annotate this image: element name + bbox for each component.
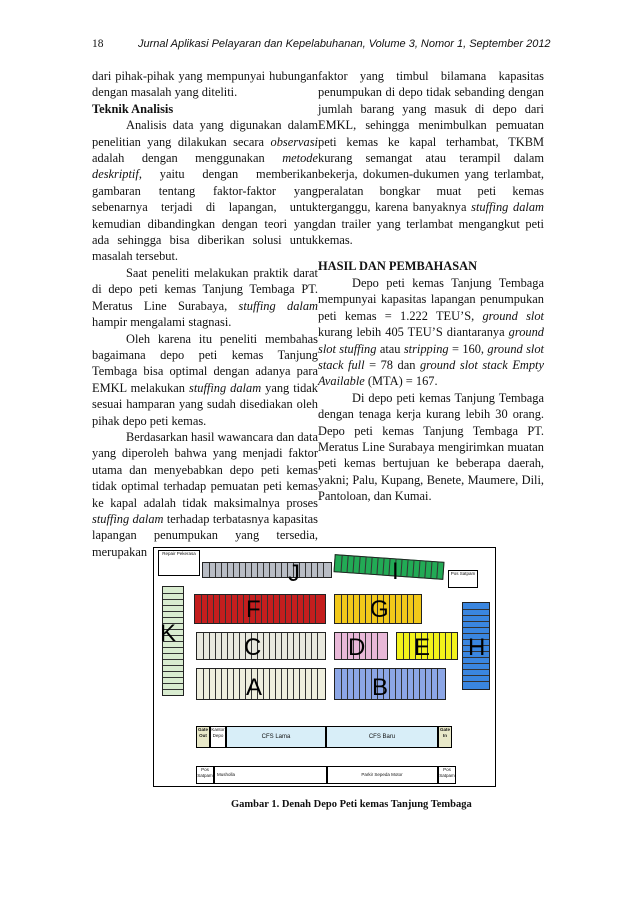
container-slot <box>219 595 220 623</box>
figure-caption: Gambar 1. Denah Depo Peti kemas Tanjung Tembaga <box>231 799 472 810</box>
container-slot <box>403 633 404 659</box>
repair-box: Repair Pekerasa <box>158 550 200 576</box>
container-slot <box>293 669 294 699</box>
container-slot <box>347 556 349 572</box>
container-slot <box>269 563 270 577</box>
label-b: B <box>372 674 389 701</box>
container-slot <box>163 683 183 684</box>
parkir-box: Parkir Sepeda Motor <box>326 766 438 784</box>
container-slot <box>451 633 452 659</box>
container-slot <box>261 595 262 623</box>
container-slot <box>317 563 318 577</box>
container-slot <box>231 595 232 623</box>
label-f: F <box>246 596 261 623</box>
section-heading: HASIL DAN PEMBAHASAN <box>318 259 478 274</box>
container-slot <box>269 669 270 699</box>
container-slot <box>412 561 414 577</box>
container-slot <box>201 595 202 623</box>
container-slot <box>297 595 298 623</box>
right-column <box>318 68 544 505</box>
label-a: A <box>246 674 263 701</box>
label-j: J <box>288 560 300 587</box>
container-slot <box>463 615 489 616</box>
container-slot <box>463 663 489 664</box>
zone-j <box>202 562 332 578</box>
container-slot <box>359 595 360 623</box>
container-slot <box>305 669 306 699</box>
container-slot <box>365 595 366 623</box>
container-slot <box>463 609 489 610</box>
container-slot <box>275 563 276 577</box>
container-slot <box>163 653 183 654</box>
container-slot <box>376 558 378 574</box>
container-slot <box>293 633 294 659</box>
container-slot <box>370 558 372 574</box>
container-slot <box>163 611 183 612</box>
container-slot <box>419 669 420 699</box>
container-slot <box>433 633 434 659</box>
container-slot <box>267 595 268 623</box>
container-slot <box>437 669 438 699</box>
running-header: Jurnal Aplikasi Pelayaran dan Kepelabuhanan, Volume 3, Nomor 1, September 2012 <box>138 38 551 50</box>
container-slot <box>317 633 318 659</box>
container-slot <box>263 633 264 659</box>
container-slot <box>413 595 414 623</box>
container-slot <box>309 595 310 623</box>
container-slot <box>430 562 432 578</box>
container-slot <box>285 595 286 623</box>
container-slot <box>273 595 274 623</box>
container-slot <box>406 560 408 576</box>
container-slot <box>365 669 366 699</box>
container-slot <box>303 595 304 623</box>
container-slot <box>418 561 420 577</box>
container-slot <box>347 595 348 623</box>
container-slot <box>279 595 280 623</box>
container-slot <box>275 669 276 699</box>
container-slot <box>215 563 216 577</box>
container-slot <box>237 595 238 623</box>
container-slot <box>359 557 361 573</box>
container-slot <box>263 669 264 699</box>
container-slot <box>407 595 408 623</box>
container-slot <box>163 599 183 600</box>
container-slot <box>287 633 288 659</box>
container-slot <box>227 669 228 699</box>
paragraph: Berdasarkan hasil wawancara dan data yang diperoleh bahwa yang menjadi faktor utama dan menyebabkan depo peti kemas tidak optimal terhadap pemuatan peti kemas ke kapal adalah tidak maksimalnya proses stuffing dalam terhadap terbatasnya kapasitas lapangan penumpukan yang tersedia, merupakan <box>92 429 318 559</box>
container-slot <box>281 669 282 699</box>
container-slot <box>257 563 258 577</box>
container-slot <box>371 633 372 659</box>
container-slot <box>315 595 316 623</box>
container-slot <box>431 669 432 699</box>
container-slot <box>239 669 240 699</box>
container-slot <box>287 669 288 699</box>
container-slot <box>305 633 306 659</box>
pos-satpam-bottom-box: Pos Satpam <box>196 766 214 784</box>
container-slot <box>233 633 234 659</box>
cfs-baru-box: CFS Baru <box>326 726 438 748</box>
container-slot <box>401 595 402 623</box>
container-slot <box>407 669 408 699</box>
gate-in-box: Gate In <box>438 726 452 748</box>
paragraph: Saat peneliti melakukan praktik darat di depo peti kemas Tanjung Tembaga PT. Meratus Line Surabaya, stuffing dalam hampir mengalami stagnasi. <box>92 265 318 330</box>
container-slot <box>424 562 426 578</box>
label-i: I <box>392 558 399 585</box>
paragraph: Depo peti kemas Tanjung Tembaga mempunyai kapasitas lapangan penumpukan peti kemas = 1.222 TEU’S, ground slot kurang lebih 405 TEU’S diantaranya ground slot stuffing atau stripping = 160, ground slot stack full = 78 dan ground slot stack Empty Available (MTA) = 167. <box>318 275 544 389</box>
container-slot <box>389 669 390 699</box>
container-slot <box>409 633 410 659</box>
container-slot <box>436 562 438 578</box>
pos-satpam-box: Pos Satpam <box>448 570 478 588</box>
container-slot <box>323 563 324 577</box>
container-slot <box>221 633 222 659</box>
container-slot <box>359 669 360 699</box>
container-slot <box>439 633 440 659</box>
page-number: 18 <box>92 38 104 50</box>
container-slot <box>353 595 354 623</box>
container-slot <box>401 669 402 699</box>
container-slot <box>203 669 204 699</box>
container-slot <box>163 647 183 648</box>
label-e: E <box>414 634 431 661</box>
container-slot <box>377 633 378 659</box>
container-slot <box>233 669 234 699</box>
container-slot <box>388 559 390 575</box>
container-slot <box>425 669 426 699</box>
container-slot <box>203 633 204 659</box>
zone-b <box>334 668 446 700</box>
container-slot <box>163 593 183 594</box>
paragraph: Oleh karena itu peneliti membahas bagaimana depo peti kemas Tanjung Tembaga bisa optimal dengan adanya para EMKL melakukan stuffing dalam yang tidak sesuai hamparan yang sudah disediakan oleh pihak depo peti kemas. <box>92 331 318 428</box>
container-slot <box>225 595 226 623</box>
container-slot <box>445 633 446 659</box>
container-slot <box>227 563 228 577</box>
container-slot <box>221 669 222 699</box>
container-slot <box>395 595 396 623</box>
container-slot <box>299 669 300 699</box>
kantor-box: Kantor Depo <box>210 726 226 748</box>
container-slot <box>221 563 222 577</box>
container-slot <box>311 669 312 699</box>
container-slot <box>251 563 252 577</box>
container-slot <box>463 675 489 676</box>
container-slot <box>269 633 270 659</box>
container-slot <box>207 595 208 623</box>
paragraph: Di depo peti kemas Tanjung Tembaga dengan tenaga kerja kurang lebih 30 orang. Depo peti kemas Tanjung Tembaga PT. Meratus Line Surabaya mengirimkan muatan peti kemas bertujuan ke beberapa daerah, yakni; Palu, Kupang, Benete, Maumere, Dili, Pantoloan, dan Kumai. <box>318 390 544 504</box>
container-slot <box>239 633 240 659</box>
paragraph: faktor yang timbul bilamana kapasitas penumpukan di depo tidak sebanding dengan jumlah barang yang masuk di depo dari EMKL, sehingga menimbulkan pemuatan peti kemas ke kapal terhambat, TKBM kurang semangat atau terampil dalam bekerja, dokumen-dukumen yang terlambat, peralatan bongkar muat peti kemas terganggu, karena banyaknya stuffing dalam dan trailer yang terlambat mengangkut peti kemas. <box>318 69 544 248</box>
container-slot <box>347 669 348 699</box>
paragraph: Analisis data yang digunakan dalam penelitian yang dilakukan secara observasi adalah dengan menggunakan metode deskriptif, yaitu dengan memberikan gambaran tentang faktor-faktor yang sebenarnya terjadi di lapangan, untuk kemudian dibandingkan dengan teori yang ada sehingga bisa diberikan solusi untuk masalah tersebut. <box>92 118 318 264</box>
container-slot <box>341 595 342 623</box>
container-slot <box>163 605 183 606</box>
container-slot <box>163 665 183 666</box>
container-slot <box>317 669 318 699</box>
container-slot <box>245 563 246 577</box>
container-slot <box>227 633 228 659</box>
container-slot <box>353 557 355 573</box>
container-slot <box>291 595 292 623</box>
container-slot <box>365 557 367 573</box>
container-slot <box>281 563 282 577</box>
container-slot <box>215 669 216 699</box>
gate-out-box: Gate Out <box>196 726 210 748</box>
container-slot <box>163 677 183 678</box>
label-k: K <box>160 620 177 647</box>
container-slot <box>233 563 234 577</box>
depot-layout-figure <box>153 547 496 787</box>
container-slot <box>353 669 354 699</box>
container-slot <box>413 669 414 699</box>
container-slot <box>163 659 183 660</box>
container-slot <box>163 689 183 690</box>
container-slot <box>281 633 282 659</box>
container-slot <box>463 627 489 628</box>
container-slot <box>163 617 183 618</box>
container-slot <box>299 633 300 659</box>
container-slot <box>389 595 390 623</box>
container-slot <box>209 633 210 659</box>
container-slot <box>311 563 312 577</box>
zone-i <box>334 554 445 580</box>
container-slot <box>239 563 240 577</box>
container-slot <box>463 621 489 622</box>
container-slot <box>341 633 342 659</box>
container-slot <box>209 563 210 577</box>
label-g: G <box>370 596 389 623</box>
container-slot <box>215 633 216 659</box>
left-column <box>92 68 318 560</box>
paragraph: dari pihak-pihak yang mempunyai hubungan dengan masalah yang diteliti. <box>92 69 318 100</box>
container-slot <box>341 669 342 699</box>
section-heading: Teknik Analisis <box>92 101 174 116</box>
container-slot <box>163 671 183 672</box>
container-slot <box>305 563 306 577</box>
pos-satpam-bottom2-box: Pos Satpam <box>438 766 456 784</box>
container-slot <box>275 633 276 659</box>
container-slot <box>263 563 264 577</box>
container-slot <box>243 595 244 623</box>
label-h: H <box>468 634 486 661</box>
container-slot <box>463 669 489 670</box>
cfs-lama-box: CFS Lama <box>226 726 326 748</box>
container-slot <box>311 633 312 659</box>
musholla-box: Musholla <box>214 766 328 784</box>
container-slot <box>395 669 396 699</box>
container-slot <box>400 560 402 576</box>
container-slot <box>341 556 343 572</box>
label-c: C <box>244 634 262 661</box>
container-slot <box>382 559 384 575</box>
label-d: D <box>348 634 366 661</box>
container-slot <box>213 595 214 623</box>
container-slot <box>209 669 210 699</box>
container-slot <box>463 681 489 682</box>
